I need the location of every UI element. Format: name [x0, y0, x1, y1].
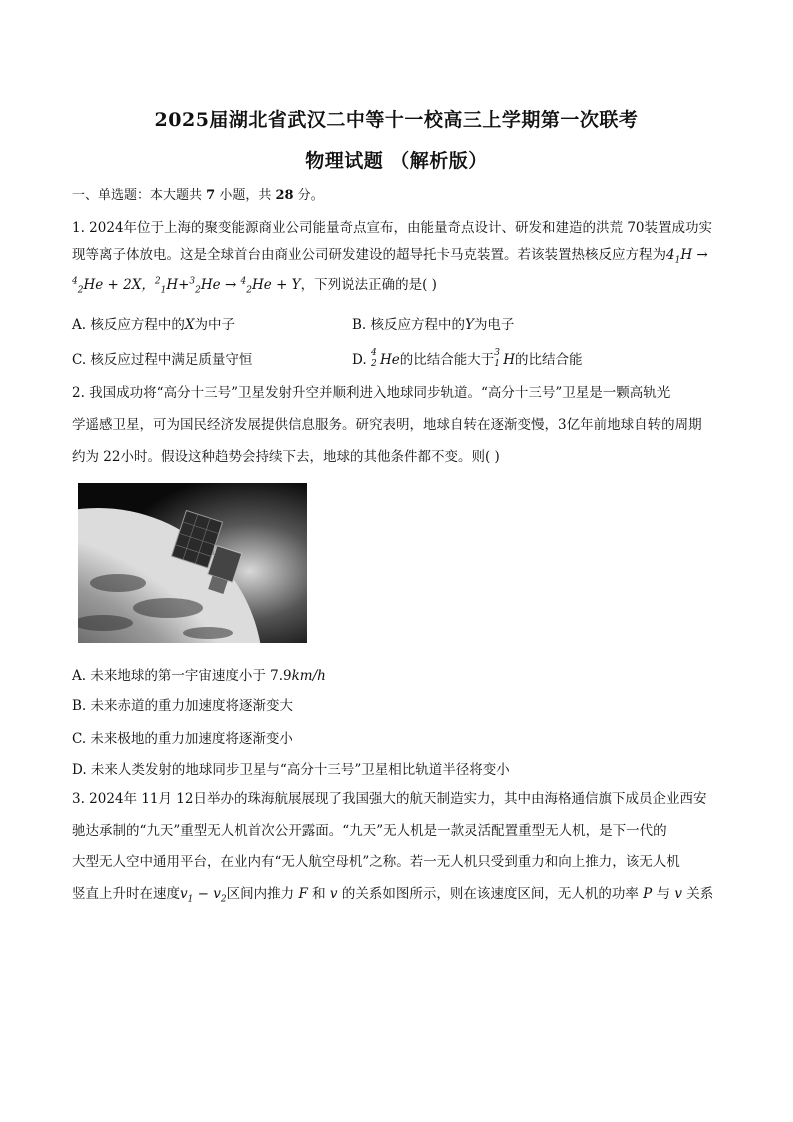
nuclear-equation-part2: $^4_2$He + 2X，$^2_1$H+$^3_2$He → $^4_2$He + Y [72, 276, 301, 296]
q1-option-b[interactable]: B. 核反应方程中的Y为电子 [352, 317, 515, 333]
exam-title: 2025届湖北省武汉二中等十一校高三上学期第一次联考 [154, 109, 639, 131]
q2-line-3: 约为 22小时。假设这种趋势会持续下去，地球的其他条件都不变。则( ) [72, 449, 500, 465]
q2-option-a[interactable]: A. 未来地球的第一宇宙速度小于 7.9km/h [72, 668, 326, 684]
q1-line-1: 1. 2024年位于上海的聚变能源商业公司能量奇点宣布，由能量奇点设计、研发和建造的洪荒 70装置成功实 [72, 220, 712, 236]
q2-line-1: 2. 我国成功将“高分十三号”卫星发射升空并顺利进入地球同步轨道。“高分十三号”卫星是一颗高轨光 [72, 385, 671, 401]
q3-line-3: 大型无人空中通用平台，在业内有“无人航空母机”之称。若一无人机只受到重力和向上推力，该无人机 [72, 854, 680, 870]
exam-subtitle: 物理试题 （解析版） [305, 150, 488, 172]
q2-option-b[interactable]: B. 未来赤道的重力加速度将逐渐变大 [72, 698, 294, 714]
q2-option-c[interactable]: C. 未来极地的重力加速度将逐渐变小 [72, 731, 293, 747]
q3-line-1: 3. 2024年 11月 12日举办的珠海航展展现了我国强大的航天制造实力，其中由海格通信旗下成员企业西安 [72, 791, 707, 807]
satellite-earth-photo [78, 483, 307, 643]
q2-line-2: 学遥感卫星，可为国民经济发展提供信息服务。研究表明，地球自转在逐渐变慢，3亿年前地球自转的周期 [72, 417, 702, 433]
q3-line-4: 竖直上升时在速度$v_1 - v_2$区间内推力 F 和 v 的关系如图所示，则在该速度区间，无人机的功率 P 与 v 关系 [72, 886, 714, 905]
q2-option-d[interactable]: D. 未来人类发射的地球同步卫星与“高分十三号”卫星相比轨道半径将变小 [72, 762, 510, 778]
q1-option-d[interactable]: D. 4 2 He的比结合能大于 3 1 H的比结合能 [352, 348, 583, 369]
q3-line-2: 驰达承制的“九天”重型无人机首次公开露面。“九天”无人机是一款灵活配置重型无人机，是下一代的 [72, 823, 667, 839]
q1-line-2: 现等离子体放电。这是全球首台由商业公司研发建设的超导托卡马克装置。若该装置热核反应方程为$4_1H$ → [72, 247, 708, 266]
nuclear-equation-part1: $4_1H$ → [666, 247, 708, 266]
q1-option-c[interactable]: C. 核反应过程中满足质量守恒 [72, 352, 253, 368]
q1-option-a[interactable]: A. 核反应方程中的X为中子 [72, 317, 235, 333]
section-heading: 一、单选题：本大题共 7 小题，共 28 分。 [72, 188, 324, 203]
satellite-earth-illustration [78, 483, 307, 643]
q1-line-3: $^4_2$He + 2X，$^2_1$H+$^3_2$He → $^4_2$He + Y，下列说法正确的是( ) [72, 276, 437, 296]
